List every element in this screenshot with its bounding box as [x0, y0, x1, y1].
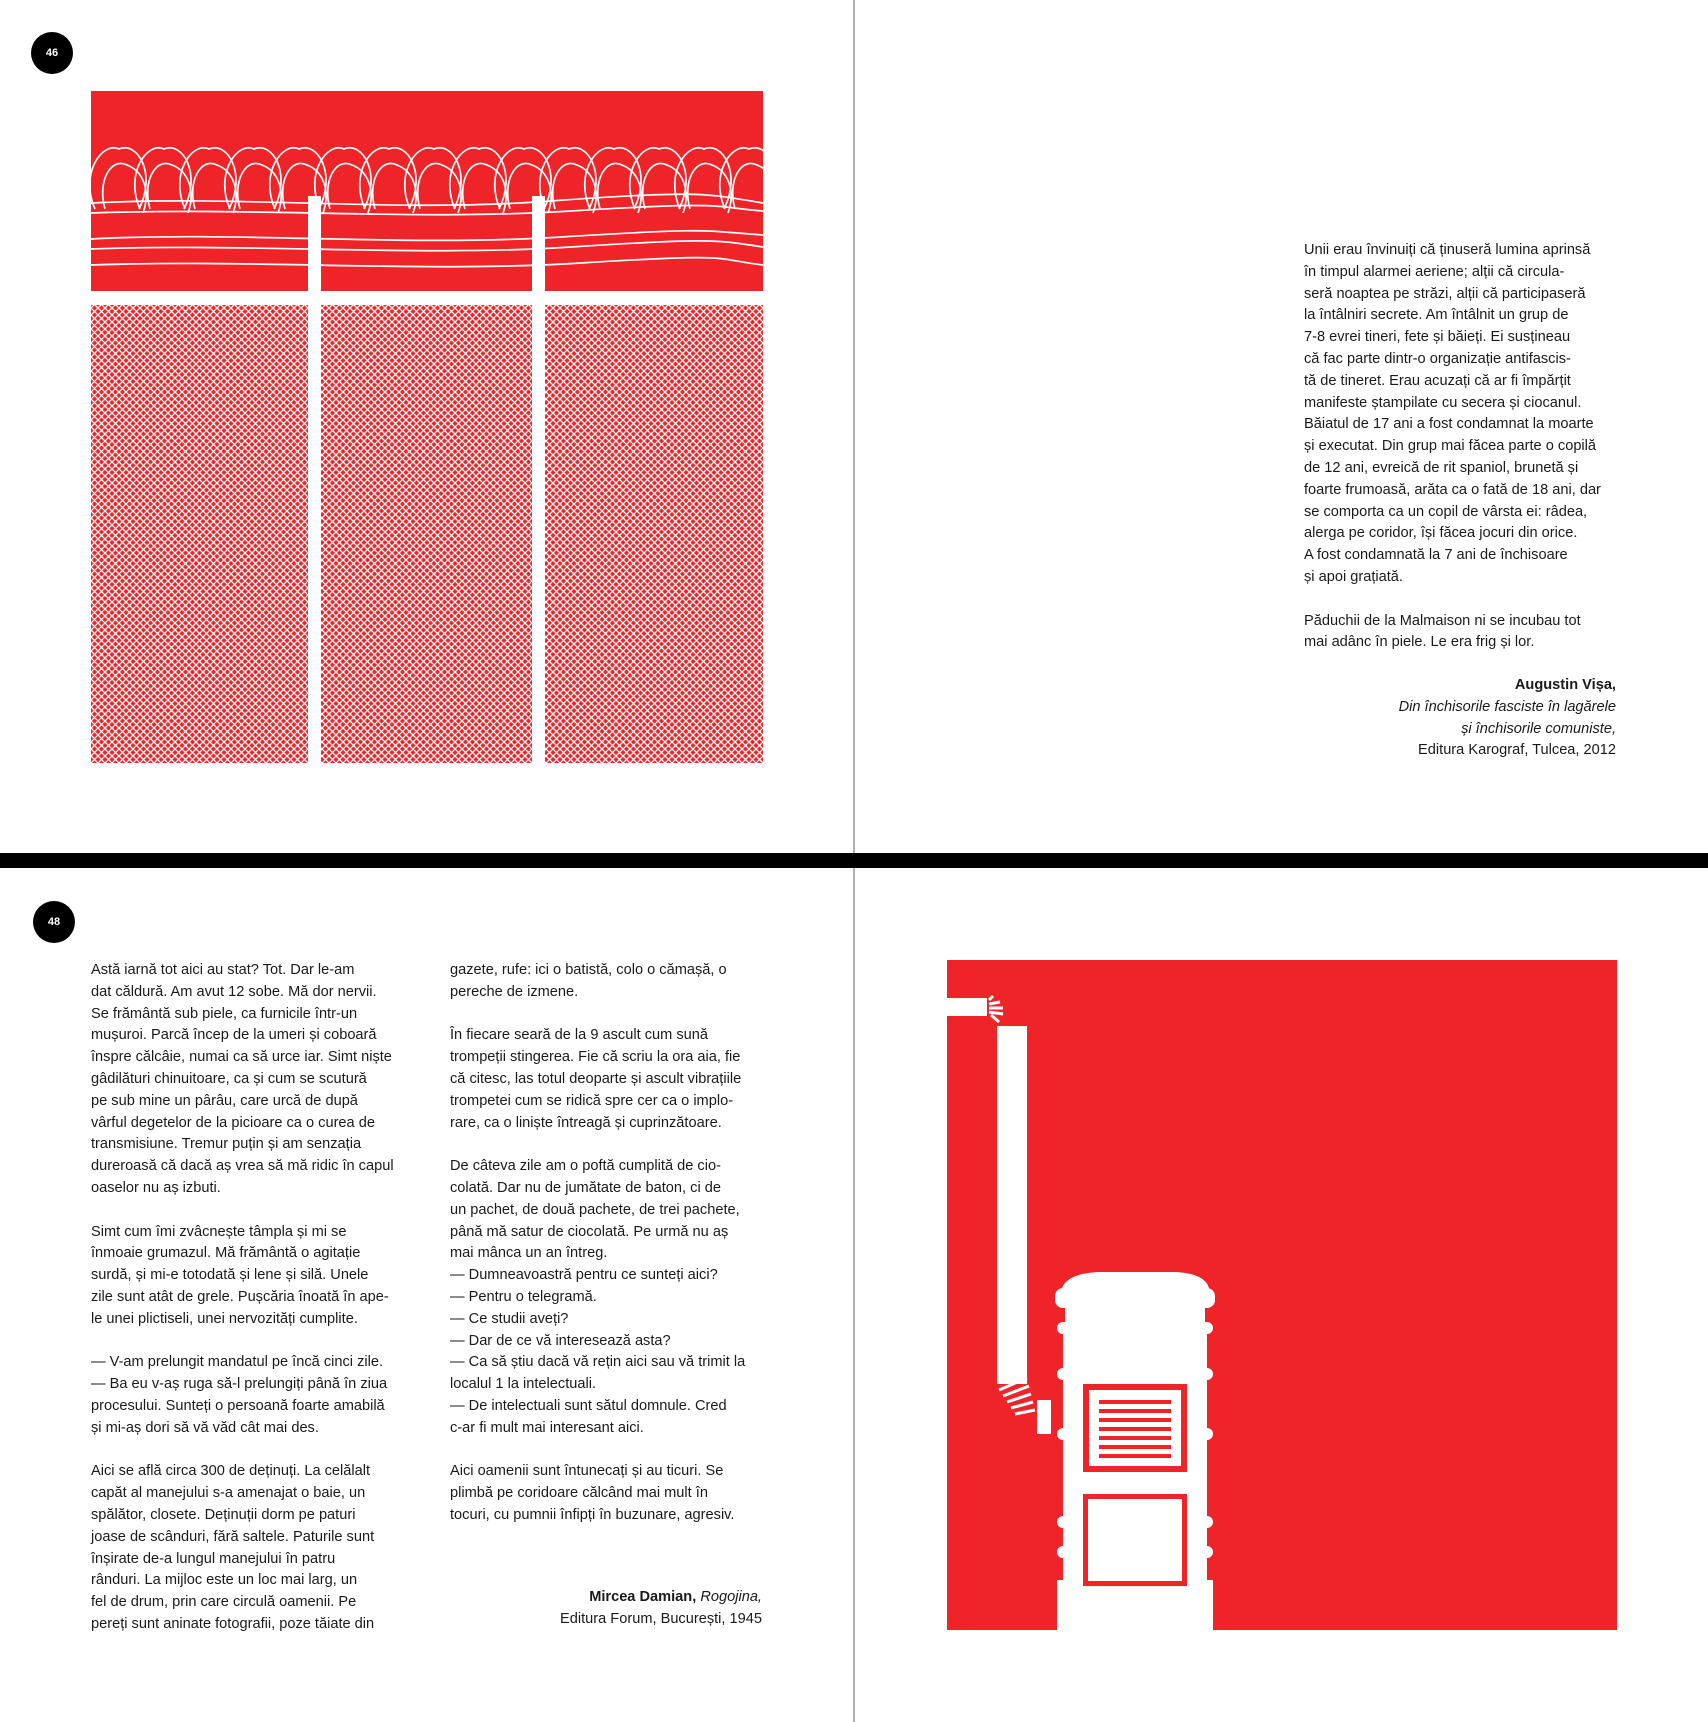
text-line: colată. Dar nu de jumătate de baton, ci de: [450, 1179, 721, 1196]
text-line: că fac parte dintr-o organizație antifascis-: [1304, 350, 1571, 367]
text-line: mai mânca un an întreg.: [450, 1245, 608, 1262]
text-line: — V-am prelungit mandatul pe încă cinci zile.: [91, 1354, 384, 1371]
text-line: — Ce studii aveți?: [450, 1310, 569, 1327]
stove-illustration: [947, 960, 1617, 1630]
text-line: în timpul alarmei aeriene; alții că circula-: [1304, 263, 1565, 280]
text-line: Se frământă sub piele, ca furnicile într-un: [91, 1005, 358, 1022]
text-line: — De intelectuali sunt sătul domnule. Cred: [450, 1397, 727, 1414]
paragraph: [1304, 611, 1634, 655]
text-line: că citesc, las totul deoparte și ascult vibrațiile: [450, 1070, 742, 1087]
text-line: rânduri. La mijloc este un loc mai larg, un: [91, 1572, 358, 1589]
text-line: De câteva zile am o poftă cumplită de cio-: [450, 1158, 721, 1175]
text-line: localul 1 la intelectuali.: [450, 1376, 597, 1393]
text-line: joase de scânduri, fără saltele. Paturile sunt: [91, 1528, 375, 1545]
text-line: tă de tineret. Erau acuzați că ar fi împărțit: [1304, 372, 1571, 389]
text-line: — Ca să știu dacă vă rețin aici sau vă trimit la: [450, 1354, 746, 1371]
text-line: dureroasă că dacă aș vrea să mă ridic în capul: [91, 1158, 394, 1175]
spread-separator: [0, 853, 1708, 868]
text-line: trompeții stingerea. Fie că scriu la ora aia, fie: [450, 1049, 741, 1066]
text-line: Astă iarnă tot aici au stat? Tot. Dar le-am: [91, 962, 355, 978]
text-line: rare, ca o liniște întreagă și cuprinzătoare.: [450, 1114, 722, 1131]
paragraph: [450, 1156, 780, 1439]
text-line: A fost condamnată la 7 ani de închisoare: [1304, 547, 1568, 564]
text-line: capăt al manejului s-a amenajat o baie, un: [91, 1485, 366, 1502]
text-column-1: [91, 960, 421, 1636]
text-line: până mă satur de ciocolată. Pe urmă nu aș: [450, 1223, 729, 1240]
text-line: — Ba eu v-aș ruga să-l prelungiți până în ziua: [91, 1376, 388, 1393]
text-line: — Dumneavoastră pentru ce sunteți aici?: [450, 1267, 718, 1284]
text-line: În fiecare seară de la 9 ascult cum sună: [450, 1027, 708, 1044]
text-line: dat căldură. Am avut 12 sobe. Mă dor nervii.: [91, 983, 377, 1000]
quote-text: [1304, 240, 1634, 654]
spine-divider-bottom: [853, 868, 855, 1722]
paragraph: [91, 1461, 421, 1635]
page-number: 46: [31, 32, 73, 74]
text-line: înmoaie grumazul. Mă frământă o agitație: [91, 1245, 361, 1262]
spine-divider-top: [853, 0, 855, 853]
text-line: manifeste ștampilate cu secera și ciocanul.: [1304, 394, 1582, 411]
text-line: pe sub mine un pârâu, care urcă de după: [91, 1092, 358, 1109]
publisher: Editura Forum, București, 1945: [560, 1610, 762, 1627]
text-line: foarte frumoasă, arăta ca o fată de 18 ani, dar: [1304, 481, 1601, 498]
text-line: — Dar de ce vă interesează asta?: [450, 1332, 671, 1349]
author-name: Augustin Vișa,: [1514, 677, 1616, 693]
text-line: înșirate de-a lungul manejului în patru: [91, 1550, 336, 1567]
paragraph: [450, 1461, 780, 1526]
text-line: înspre călcâie, numai ca să urce iar. Simt niște: [91, 1049, 392, 1066]
text-line: pereți sunt aninate fotografii, poze tăiate din: [91, 1615, 375, 1632]
paragraph: [450, 1025, 780, 1134]
text-line: zile sunt atât de grele. Pușcăria înoată în ape-: [91, 1288, 389, 1305]
attribution: [450, 1587, 762, 1631]
text-line: alerga pe coridor, își făcea jocuri din orice.: [1304, 525, 1578, 542]
text-line: Simt cum îmi zvâcnește tâmpla și mi se: [91, 1223, 347, 1240]
text-line: Păduchii de la Malmaison ni se incubau tot: [1304, 612, 1581, 629]
work-title: Din închisorile fasciste în lagărele: [1398, 698, 1616, 715]
text-line: procesului. Sunteți o persoană foarte amabilă: [91, 1397, 385, 1414]
text-line: spălător, closete. Deținuții dorm pe paturi: [91, 1506, 356, 1523]
paragraph: [91, 1222, 421, 1331]
paragraph: [91, 1352, 421, 1439]
attribution: [1399, 675, 1616, 762]
text-line: gazete, rufe: ici o batistă, colo o cămașă, o: [450, 962, 727, 978]
text-line: Aici se află circa 300 de deținuți. La celălalt: [91, 1463, 371, 1480]
text-line: trompetei cum se ridică spre cer ca o implo-: [450, 1092, 734, 1109]
text-line: 7-8 evrei tineri, fete și băieți. Ei susțineau: [1304, 329, 1571, 346]
text-line: — Pentru o telegramă.: [450, 1288, 597, 1305]
text-line: c-ar fi mult mai interesant aici.: [450, 1419, 644, 1436]
text-line: la întâlniri secrete. Am întâlnit un grup de: [1304, 307, 1569, 324]
publisher: Editura Karograf, Tulcea, 2012: [1418, 742, 1616, 759]
paragraph: [450, 960, 780, 1004]
text-line: surdă, și mi-e totodată și lene și silă. Unele: [91, 1267, 369, 1284]
author-name: Mircea Damian,: [589, 1589, 697, 1605]
text-line: mușuroi. Parcă încep de la umeri și coboară: [91, 1027, 377, 1044]
text-line: un pachet, de două pachete, de trei pachete,: [450, 1201, 740, 1218]
text-line: și mi-aș dori să vă văd cât mai des.: [91, 1419, 319, 1436]
text-line: Băiatul de 17 ani a fost condamnat la moarte: [1304, 416, 1594, 433]
work-title: și închisorile comuniste,: [1461, 720, 1616, 737]
text-line: pereche de izmene.: [450, 983, 579, 1000]
text-line: oaselor nu aș izbuti.: [91, 1179, 221, 1196]
text-line: tocuri, cu pumnii înfipți în buzunare, agresiv.: [450, 1506, 735, 1523]
text-line: fel de drum, prin care circulă oamenii. Pe: [91, 1594, 357, 1611]
text-line: Unii erau învinuiți că ținuseră lumina aprinsă: [1304, 242, 1591, 258]
paragraph: [1304, 240, 1634, 589]
text-line: și apoi grațiată.: [1304, 568, 1403, 585]
barbed-wire-fence-illustration: [91, 91, 763, 763]
text-line: plimbă pe coridoare călcând mai mult în: [450, 1485, 708, 1502]
text-column-2: [450, 960, 780, 1527]
text-line: se comporta ca un copil de vârsta ei: râdea,: [1304, 503, 1588, 520]
text-line: mai adânc în piele. Le era frig și lor.: [1304, 634, 1535, 651]
text-line: Aici oamenii sunt întunecați și au ticuri. Se: [450, 1463, 724, 1480]
page-number: 48: [33, 901, 75, 943]
text-line: le unei plictiseli, unei nervozități cumplite.: [91, 1310, 358, 1327]
text-line: și executat. Din grup mai făcea parte o copilă: [1304, 438, 1597, 455]
text-line: seră noaptea pe străzi, alții că participaseră: [1304, 285, 1586, 302]
text-line: gâdilături chinuitoare, ca și cum se scutură: [91, 1070, 367, 1087]
work-title: Rogojina,: [700, 1589, 762, 1605]
paragraph: [91, 960, 421, 1200]
text-line: transmisiune. Tremur puțin și am senzația: [91, 1136, 362, 1153]
text-line: vârful degetelor de la picioare ca o curea de: [91, 1114, 375, 1131]
text-line: de 12 ani, evreică de rit spaniol, brunetă și: [1304, 459, 1579, 476]
